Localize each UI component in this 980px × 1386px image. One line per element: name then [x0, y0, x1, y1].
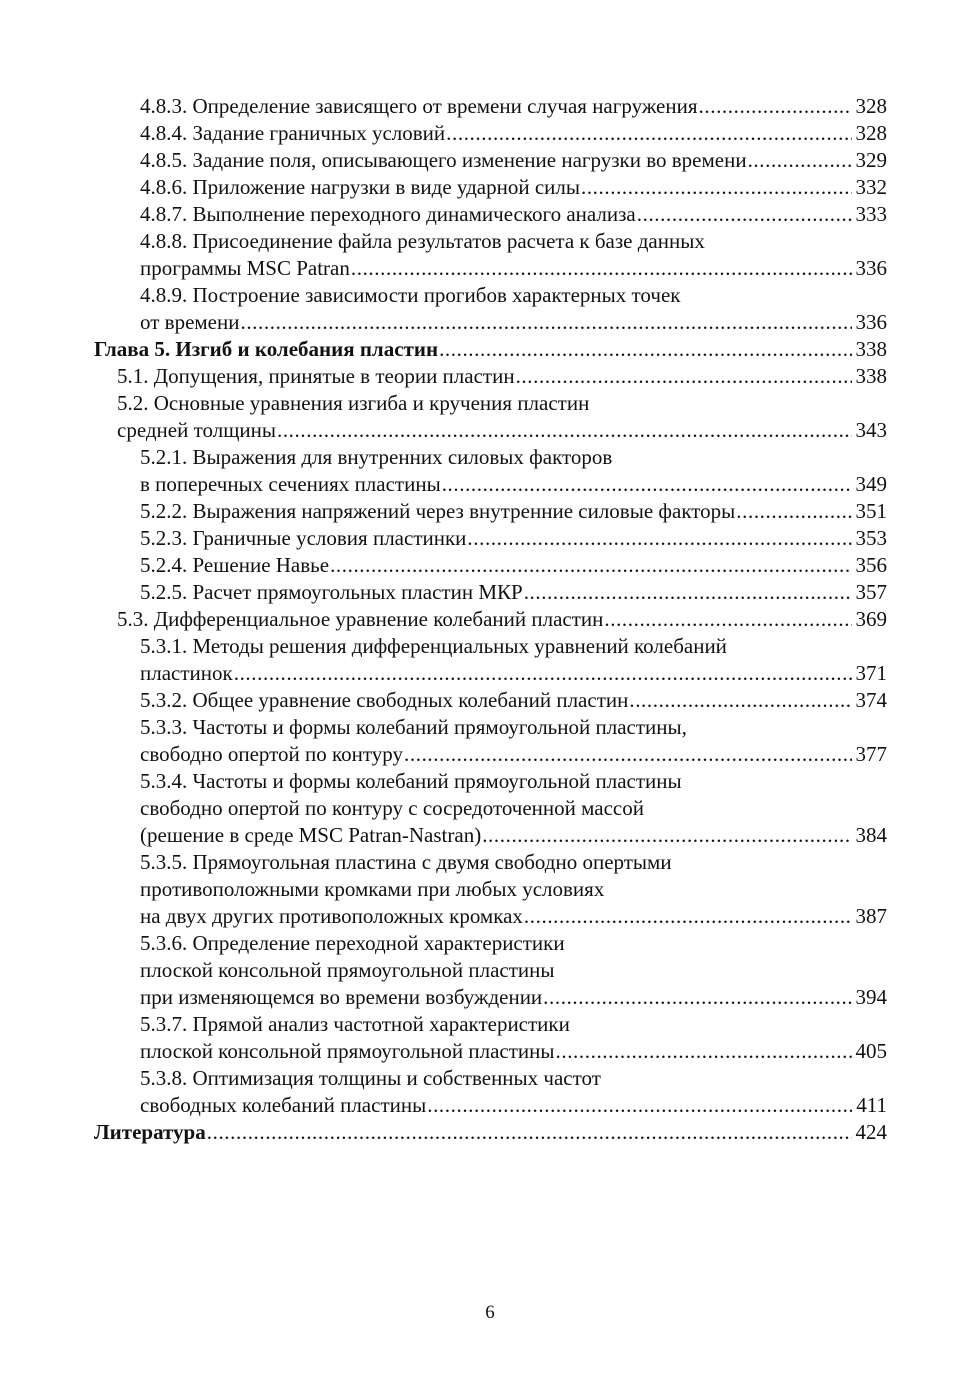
- toc-entry-title-line: пластинок: [140, 661, 233, 685]
- dot-leader: [556, 1038, 852, 1065]
- toc-page-number: 343: [855, 418, 887, 442]
- toc-chapter-entry: [94, 1119, 887, 1146]
- toc-entry: [94, 282, 887, 336]
- dot-leader: [524, 579, 852, 606]
- toc-entry-title-line: 4.8.9. Построение зависимости прогибов характерных точек: [140, 283, 681, 307]
- toc-entry-title-line: 4.8.3. Определение зависящего от времени случая нагружения: [140, 94, 698, 118]
- toc-entry-title-line: 5.3.5. Прямоугольная пластина с двумя свободно опертыми: [140, 850, 672, 874]
- toc-entry-title-line: 5.3.6. Определение переходной характеристики: [140, 931, 565, 955]
- toc-entry-title-line: программы MSC Patran: [140, 256, 350, 280]
- toc-entry: [94, 1065, 887, 1119]
- toc-entry: [94, 768, 887, 849]
- toc-entry: [94, 390, 887, 444]
- toc-entry-title-line: 5.2.2. Выражения напряжений через внутренние силовые факторы: [140, 499, 736, 523]
- toc-page-number: 371: [855, 661, 887, 685]
- dot-leader: [351, 255, 852, 282]
- toc-entry-title-line: 5.2.3. Граничные условия пластинки: [140, 526, 467, 550]
- dot-leader: [736, 498, 851, 525]
- toc-entry: [94, 552, 887, 579]
- toc-page-number: 387: [855, 904, 887, 928]
- toc-page-number: 424: [855, 1120, 887, 1144]
- toc-entry: [94, 633, 887, 687]
- dot-leader: [240, 309, 851, 336]
- toc-page-number: 349: [855, 472, 887, 496]
- toc-entry-title-line: 4.8.5. Задание поля, описывающего изменение нагрузки во времени: [140, 148, 747, 172]
- toc-page-number: 338: [855, 337, 887, 361]
- dot-leader: [604, 606, 851, 633]
- toc-entry-title-line: на двух других противоположных кромках: [140, 904, 523, 928]
- dot-leader: [446, 120, 851, 147]
- toc-entry-title-line: 5.2.1. Выражения для внутренних силовых факторов: [140, 445, 613, 469]
- toc-page-number: 336: [855, 310, 887, 334]
- dot-leader: [637, 201, 852, 228]
- toc-entry-title-line: плоской консольной прямоугольной пластины: [140, 1039, 555, 1063]
- toc-entry-title-line: 5.3.4. Частоты и формы колебаний прямоугольной пластины: [140, 769, 682, 793]
- toc-entry-title-line: свободных колебаний пластины: [140, 1093, 427, 1117]
- toc-entry-title-line: 4.8.6. Приложение нагрузки в виде ударной силы: [140, 175, 580, 199]
- toc-page-number: 332: [855, 175, 887, 199]
- toc-page-number: 329: [855, 148, 887, 172]
- toc-entry-title-line: 5.3.7. Прямой анализ частотной характеристики: [140, 1012, 570, 1036]
- toc-page-number: 328: [855, 94, 887, 118]
- toc-page-number: 369: [855, 607, 887, 631]
- toc-chapter-entry: [94, 336, 887, 363]
- toc-entry: [94, 93, 887, 120]
- toc-entry-title-line: 4.8.7. Выполнение переходного динамического анализа: [140, 202, 636, 226]
- toc-page-number: 336: [855, 256, 887, 280]
- toc-page-number: 357: [855, 580, 887, 604]
- toc-page-number: 351: [855, 499, 887, 523]
- dot-leader: [482, 822, 851, 849]
- dot-leader: [330, 552, 851, 579]
- toc-entry: [94, 174, 887, 201]
- toc-entry-title-line: 5.2. Основные уравнения изгиба и кручения пластин: [117, 391, 590, 415]
- toc-entry: [94, 1011, 887, 1065]
- toc-entry-title-line: 5.2.4. Решение Навье: [140, 553, 330, 577]
- toc-entry-title-line: свободно опертой по контуру с сосредоточенной массой: [140, 796, 644, 820]
- dot-leader: [581, 174, 852, 201]
- dot-leader: [442, 471, 852, 498]
- toc-entry: [94, 363, 887, 390]
- toc-entry-title-line: 5.3.1. Методы решения дифференциальных уравнений колебаний: [140, 634, 727, 658]
- toc-page-number: 394: [855, 985, 887, 1009]
- toc-entry: [94, 525, 887, 552]
- toc-entry-title-line: 5.3.2. Общее уравнение свободных колебаний пластин: [140, 688, 629, 712]
- toc-page-number: 411: [856, 1093, 887, 1117]
- dot-leader: [524, 903, 852, 930]
- toc-entry: [94, 147, 887, 174]
- toc-entry-title-line: 5.2.5. Расчет прямоугольных пластин МКР: [140, 580, 523, 604]
- dot-leader: [234, 660, 852, 687]
- toc-entry-title-line: 5.1. Допущения, принятые в теории пластин: [117, 364, 515, 388]
- dot-leader: [427, 1092, 852, 1119]
- toc-entry-title-line: Литература: [94, 1120, 206, 1144]
- toc-entry: [94, 120, 887, 147]
- page-number: 6: [485, 1302, 495, 1323]
- table-of-contents: [94, 93, 887, 1146]
- toc-entry-title-line: от времени: [140, 310, 240, 334]
- toc-entry-title-line: 5.3.3. Частоты и формы колебаний прямоугольной пластины,: [140, 715, 687, 739]
- toc-entry: [94, 930, 887, 1011]
- toc-entry: [94, 579, 887, 606]
- dot-leader: [277, 417, 852, 444]
- toc-entry: [94, 714, 887, 768]
- toc-page-number: 328: [855, 121, 887, 145]
- toc-entry: [94, 849, 887, 930]
- toc-entry-title-line: в поперечных сечениях пластины: [140, 472, 441, 496]
- dot-leader: [207, 1119, 852, 1146]
- toc-entry-title-line: 4.8.4. Задание граничных условий: [140, 121, 446, 145]
- toc-entry-title-line: свободно опертой по контуру: [140, 742, 404, 766]
- toc-entry-title-line: Глава 5. Изгиб и колебания пластин: [94, 337, 439, 361]
- toc-page-number: 384: [855, 823, 887, 847]
- toc-entry: [94, 444, 887, 498]
- dot-leader: [699, 93, 852, 120]
- dot-leader: [543, 984, 851, 1011]
- toc-entry: [94, 228, 887, 282]
- dot-leader: [439, 336, 851, 363]
- dot-leader: [748, 147, 852, 174]
- dot-leader: [404, 741, 851, 768]
- toc-entry-title-line: 5.3.8. Оптимизация толщины и собственных частот: [140, 1066, 601, 1090]
- toc-entry-title-line: средней толщины: [117, 418, 276, 442]
- toc-entry-title-line: плоской консольной прямоугольной пластины: [140, 958, 555, 982]
- toc-entry: [94, 687, 887, 714]
- toc-page-number: 353: [855, 526, 887, 550]
- toc-page-number: 356: [855, 553, 887, 577]
- toc-entry-title-line: противоположными кромками при любых условиях: [140, 877, 605, 901]
- dot-leader: [516, 363, 852, 390]
- dot-leader: [467, 525, 851, 552]
- toc-page-number: 333: [855, 202, 887, 226]
- toc-page-number: 377: [855, 742, 887, 766]
- toc-entry-title-line: при изменяющемся во времени возбуждении: [140, 985, 543, 1009]
- toc-entry-title-line: 5.3. Дифференциальное уравнение колебаний пластин: [117, 607, 604, 631]
- toc-entry: [94, 498, 887, 525]
- toc-entry-title-line: (решение в среде MSC Patran-Nastran): [140, 823, 482, 847]
- toc-page-number: 338: [855, 364, 887, 388]
- toc-page-number: 374: [855, 688, 887, 712]
- toc-page-number: 405: [855, 1039, 887, 1063]
- toc-entry: [94, 606, 887, 633]
- toc-entry: [94, 201, 887, 228]
- toc-entry-title-line: 4.8.8. Присоединение файла результатов расчета к базе данных: [140, 229, 705, 253]
- dot-leader: [629, 687, 851, 714]
